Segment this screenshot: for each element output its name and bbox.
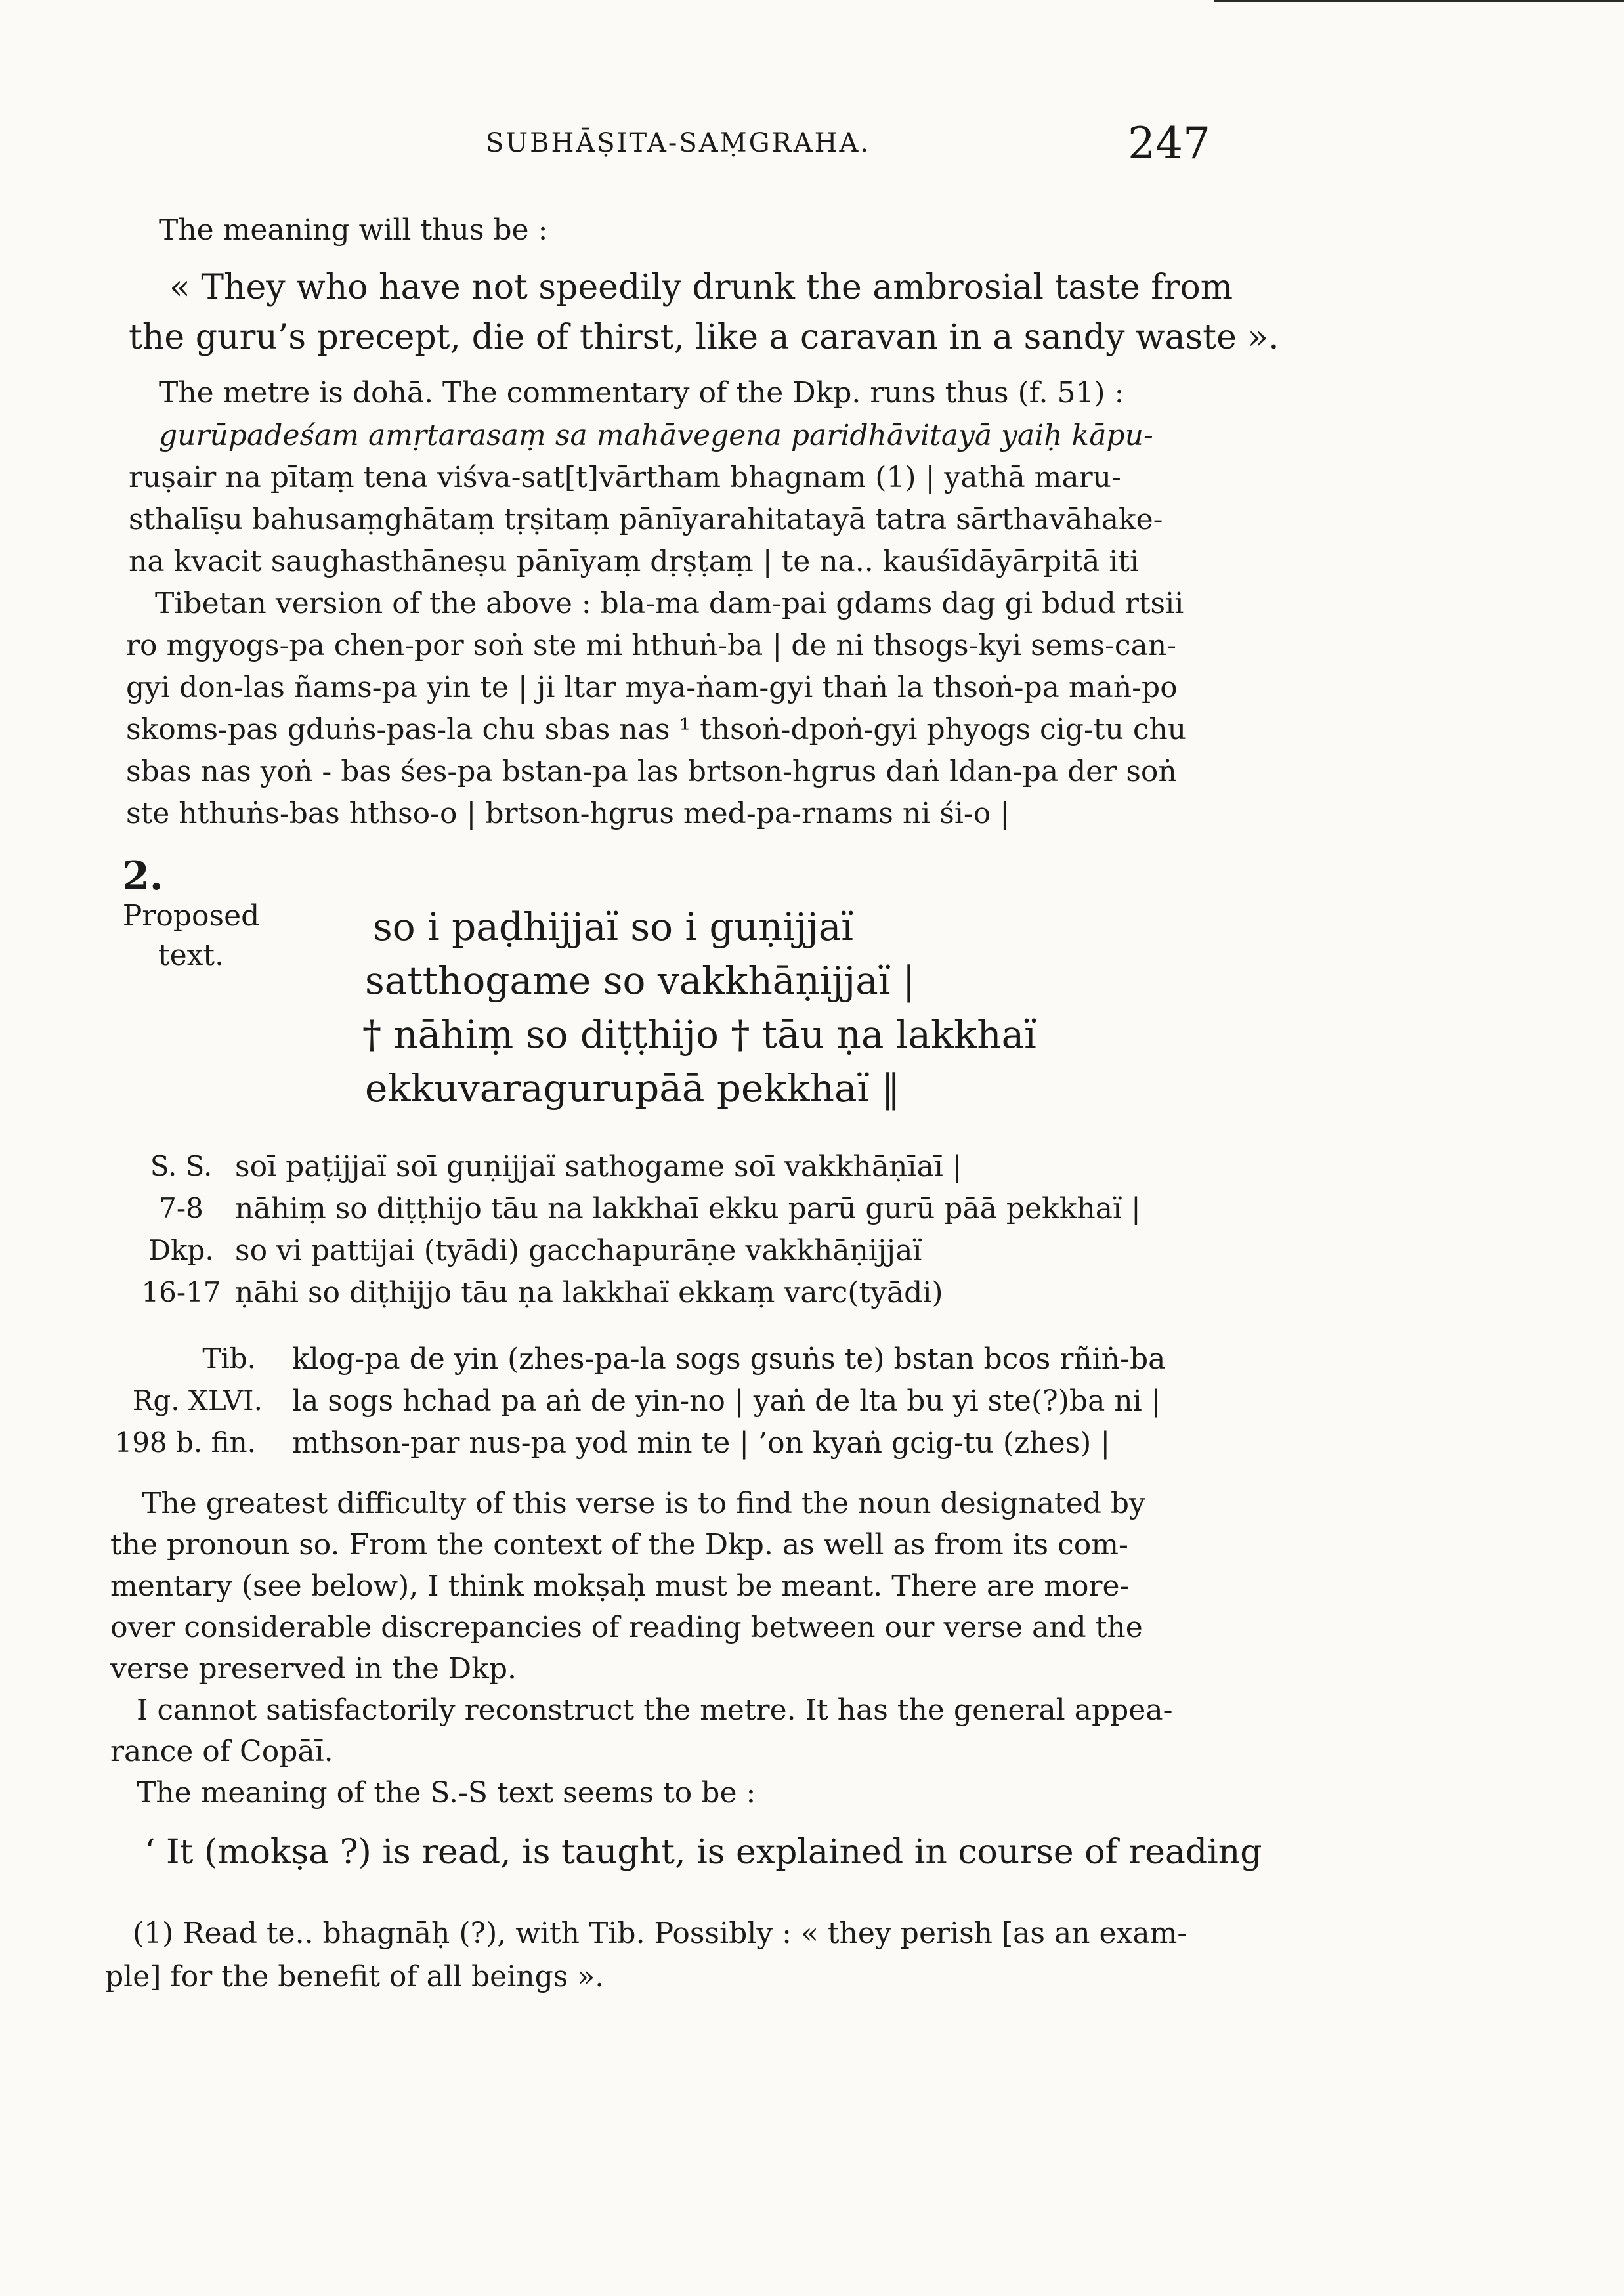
commentary-line: na kvacit saughasthāneṣu pānīyaṃ dṛṣṭaṃ | te na.. kauśīdāyārpitā iti <box>129 545 1140 578</box>
scan-top-border <box>1214 0 1624 2</box>
discussion-line: The greatest difficulty of this verse is to find the noun designated by <box>142 1487 1145 1520</box>
footnote-line: ple] for the benefit of all beings ». <box>105 1960 605 1993</box>
reading-label: Dkp. <box>148 1234 214 1266</box>
tibetan-line: ro mgyogs-pa chen-por soṅ ste mi hthuṅ-ba | de ni thsogs-kyi sems-can- <box>126 629 1176 662</box>
reading-label: 7-8 <box>159 1192 203 1224</box>
running-title: SUBHĀṢITA-SAṂGRAHA. <box>486 128 871 158</box>
reading-label: S. S. <box>150 1150 213 1182</box>
commentary-line: The metre is dohā. The commentary of the Dkp. runs thus (f. 51) : <box>159 376 1124 410</box>
discussion-line: over considerable discrepancies of reading between our verse and the <box>110 1611 1143 1644</box>
reading-text: so vi pattijai (tyādi) gacchapurāṇe vakkhāṇijjaï <box>235 1234 922 1267</box>
reading-text: nāhiṃ so diṭṭhijo tāu na lakkhaī ekku parū gurū pāā pekkhaï | <box>235 1192 1141 1225</box>
verse-line: satthogame so vakkhāṇijjaï | <box>365 958 916 1003</box>
discussion-line: mentary (see below), I think mokṣaḥ must be meant. There are more- <box>110 1569 1130 1603</box>
section-number: 2. <box>122 853 163 899</box>
discussion-line: I cannot satisfactorily reconstruct the metre. It has the general appea- <box>137 1693 1173 1727</box>
discussion-line: verse preserved in the Dkp. <box>110 1652 517 1686</box>
commentary-line: ruṣair na pītaṃ tena viśva-sat[t]vārtham bhagnam (1) | yathā maru- <box>129 461 1121 494</box>
footnote-line: (1) Read te.. bhagnāḥ (?), with Tib. Possibly : « they perish [as an exam- <box>133 1917 1187 1950</box>
translation-line: « They who have not speedily drunk the ambrosial taste from <box>169 268 1233 307</box>
verse-line: † nāhiṃ so diṭṭhijo † tāu ṇa lakkhaï <box>362 1012 1036 1057</box>
page-number: 247 <box>1128 118 1210 169</box>
tibetan-line: ste hthuṅs-bas hthso-o | brtson-hgrus med-pa-rnams ni śi-o | <box>126 797 1010 830</box>
tibetan-ref-text: mthson-par nus-pa yod min te | ’on kyaṅ gcig-tu (zhes) | <box>292 1426 1111 1460</box>
tibetan-line: gyi don-las ñams-pa yin te | ji ltar mya-ṅam-gyi thaṅ la thsoṅ-pa maṅ-po <box>126 671 1178 704</box>
tibetan-ref-label: Tib. <box>202 1342 256 1374</box>
tibetan-ref-label: 198 b. fin. <box>114 1426 256 1458</box>
tibetan-line: sbas nas yoṅ - bas śes-pa bstan-pa las brtson-hgrus daṅ ldan-pa der soṅ <box>126 755 1177 788</box>
proposed-label-text: text. <box>158 939 224 972</box>
discussion-line: the pronoun so. From the context of the Dkp. as well as from its com- <box>110 1528 1128 1562</box>
discussion-translation: ‘ It (mokṣa ?) is read, is taught, is explained in course of reading <box>144 1833 1262 1872</box>
commentary-line: sthalīṣu bahusaṃghātaṃ tṛṣitaṃ pānīyarahitatayā tatra sārthavāhake- <box>129 503 1163 536</box>
tibetan-ref-label: Rg. XLVI. <box>132 1384 263 1416</box>
tibetan-ref-text: la sogs hchad pa aṅ de yin-no | yaṅ de lta bu yi ste(?)ba ni | <box>292 1384 1161 1418</box>
reading-text: soī paṭijjaï soī guṇijjaï sathogame soī vakkhāṇīaī | <box>235 1150 962 1183</box>
reading-text: ṇāhi so diṭhijjo tāu ṇa lakkhaï ekkaṃ varc(tyādi) <box>235 1276 943 1309</box>
proposed-label: Proposed <box>122 899 260 933</box>
reading-label: 16-17 <box>141 1276 221 1308</box>
tibetan-line: skoms-pas gduṅs-pas-la chu sbas nas ¹ thsoṅ-dpoṅ-gyi phyogs cig-tu chu <box>126 713 1187 746</box>
verse-line: so i paḍhijjaï so i guṇijjaï <box>373 904 853 949</box>
verse-line: ekkuvaragurupāā pekkhaï ‖ <box>365 1066 901 1111</box>
tibetan-line: Tibetan version of the above : bla-ma dam-pai gdams dag gi bdud rtsii <box>155 587 1184 620</box>
commentary-line: gurūpadeśam amṛtarasaṃ sa mahāvegena paridhāvitayā yaiḥ kāpu- <box>159 419 1153 452</box>
discussion-line: rance of Copāī. <box>110 1735 333 1768</box>
tibetan-ref-text: klog-pa de yin (zhes-pa-la sogs gsuṅs te) bstan bcos rñiṅ-ba <box>292 1342 1166 1376</box>
discussion-line: The meaning of the S.-S text seems to be : <box>137 1776 756 1810</box>
translation-line: the guru’s precept, die of thirst, like a caravan in a sandy waste ». <box>129 318 1279 357</box>
meaning-intro: The meaning will thus be : <box>159 213 548 247</box>
